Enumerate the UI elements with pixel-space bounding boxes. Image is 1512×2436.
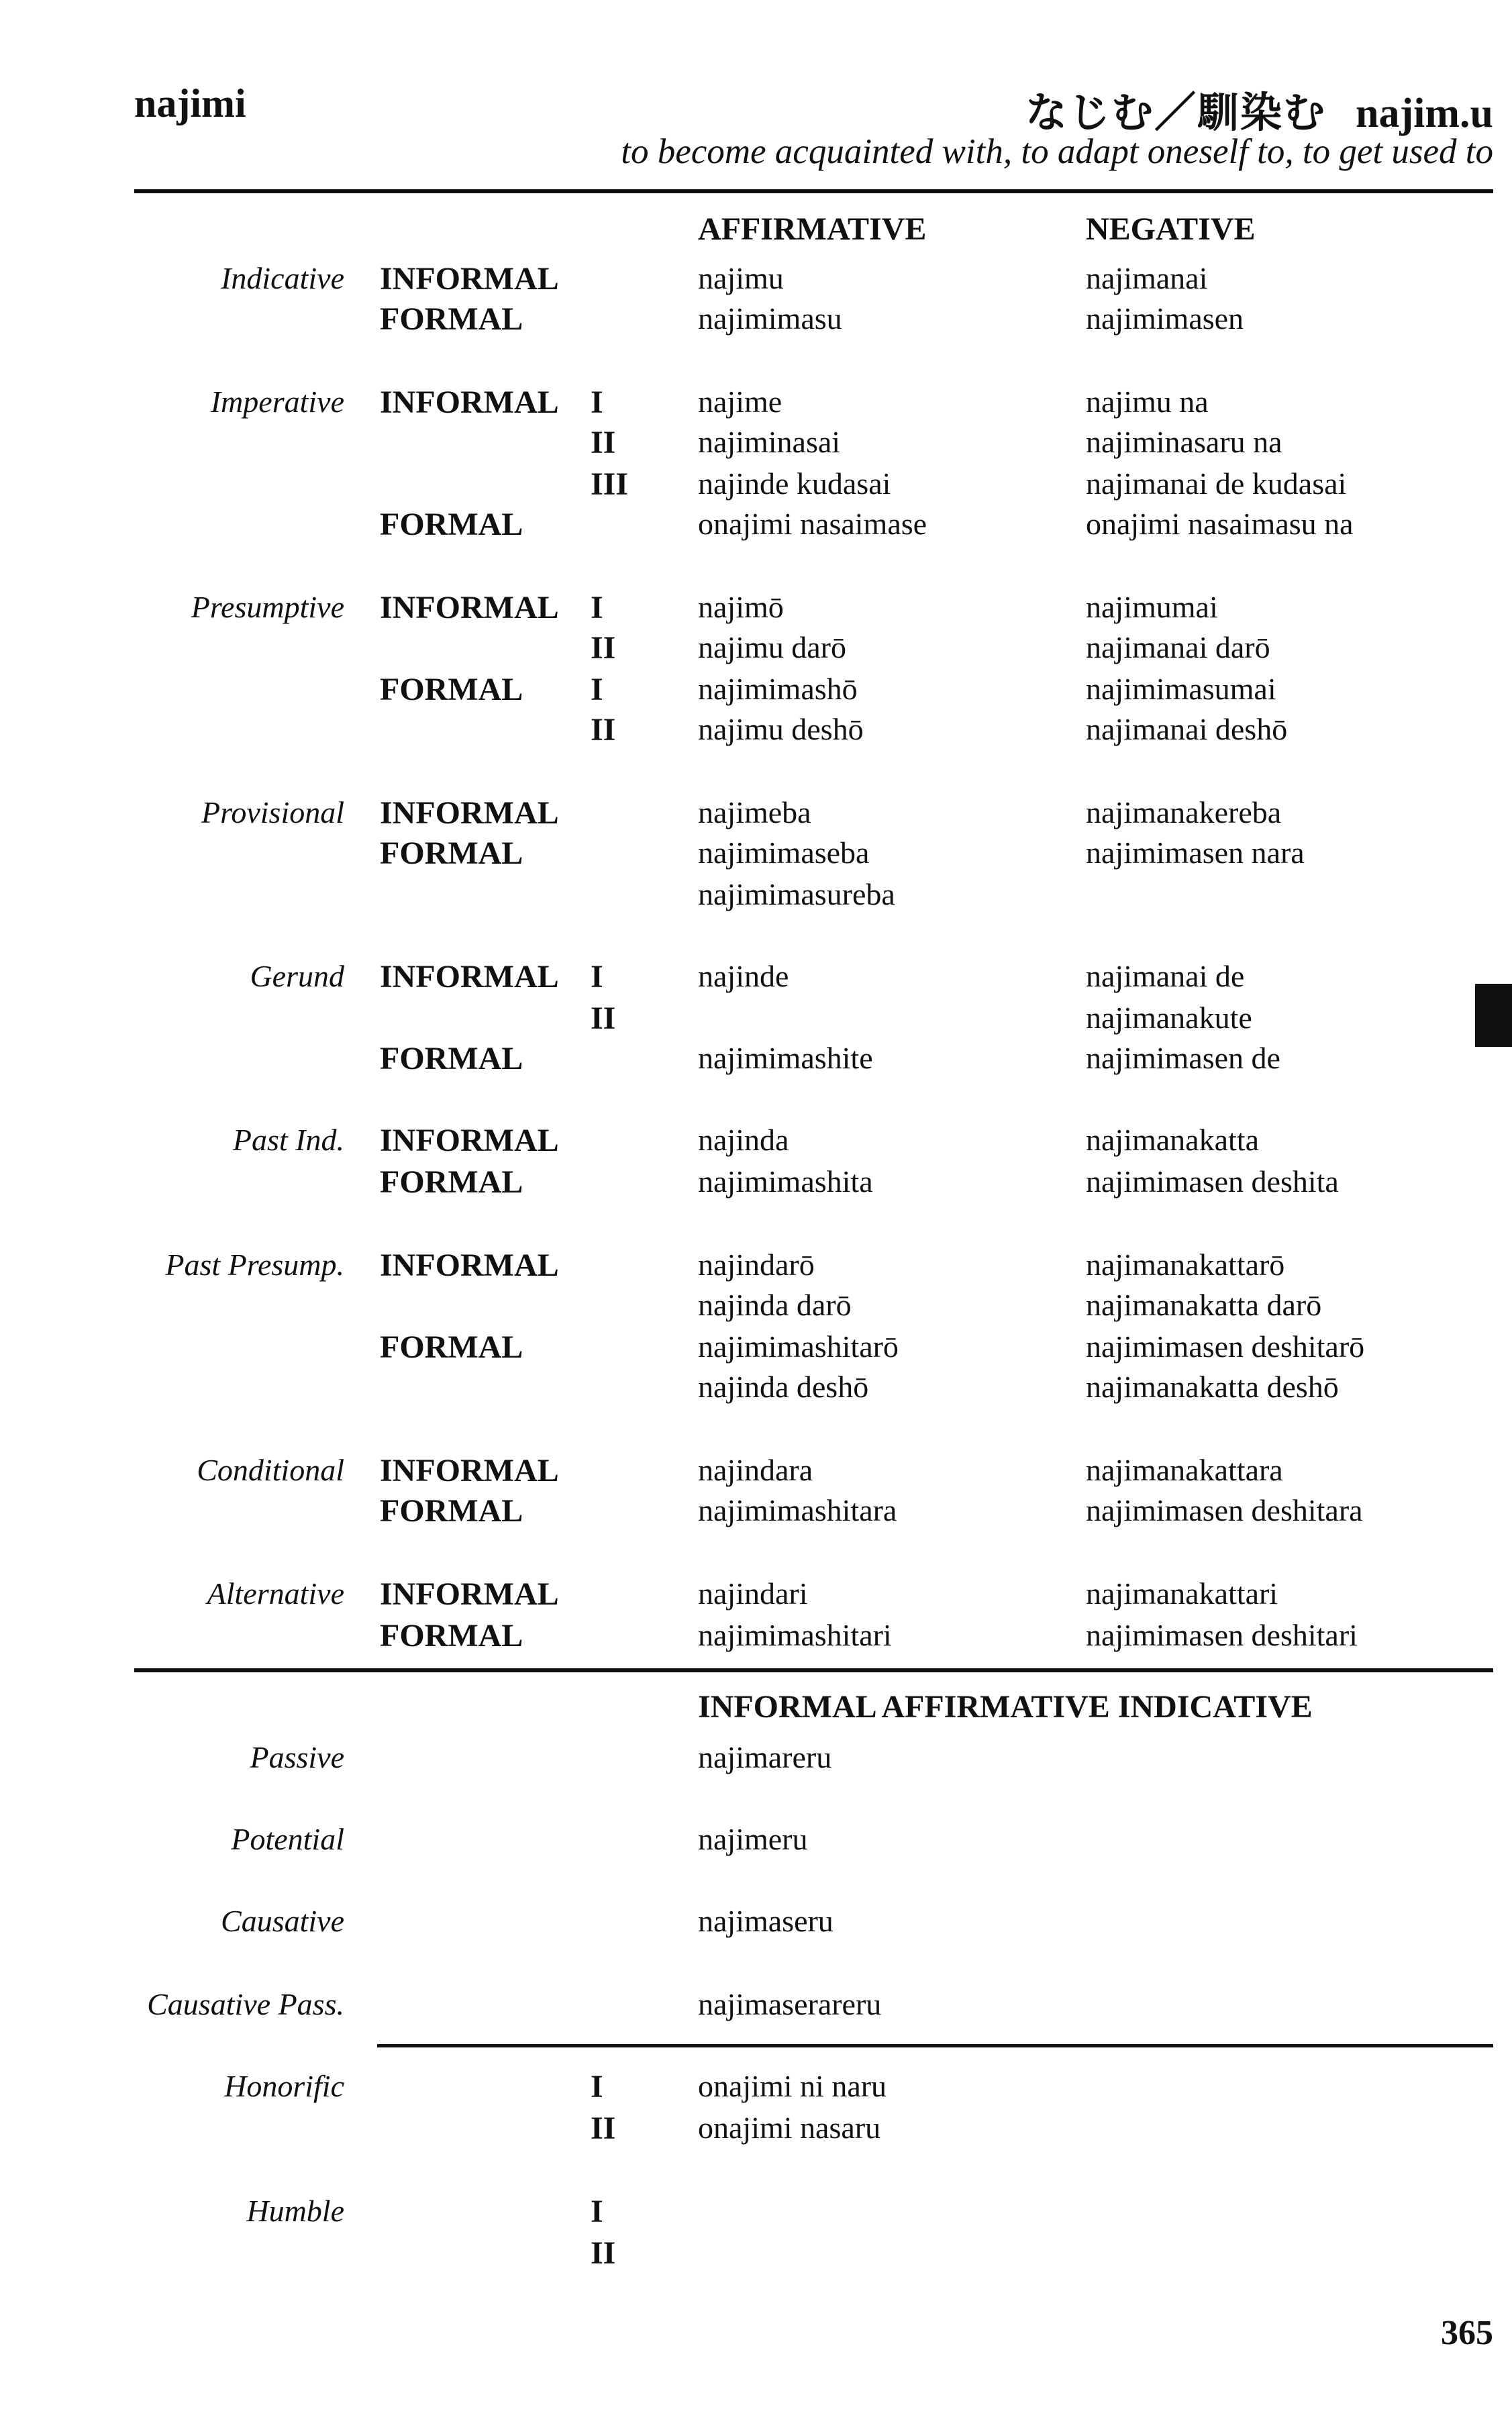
negative-form: najiminasaru na (1086, 425, 1282, 459)
derived-form: najimaserareru (698, 1987, 882, 2021)
negative-form: najimumai (1086, 590, 1218, 624)
derived-label: Causative (221, 1904, 344, 1938)
negative-form: najimanakattara (1086, 1453, 1283, 1487)
affirmative-form: najimimashita (698, 1164, 873, 1199)
row-level: FORMAL (380, 1164, 523, 1200)
lower-rule (377, 2044, 1493, 2047)
row-label: Indicative (221, 261, 344, 295)
affirmative-form: najimō (698, 590, 784, 624)
affirmative-form: najimimashitara (698, 1493, 897, 1527)
negative-form: najimanai de (1086, 959, 1245, 993)
thumb-index-tab (1475, 984, 1512, 1047)
negative-form: najimanakute (1086, 1001, 1252, 1035)
row-level: FORMAL (380, 1618, 523, 1654)
row-roman: II (591, 712, 616, 748)
negative-form: najimimasen nara (1086, 835, 1305, 870)
negative-form: najimimasen deshita (1086, 1164, 1339, 1199)
mid-rule (134, 1668, 1493, 1672)
header-stem: najimi (134, 81, 246, 125)
row-level: FORMAL (380, 1329, 523, 1365)
negative-form: najimanai (1086, 261, 1208, 295)
row-level: INFORMAL (380, 1453, 559, 1488)
row-label: Past Presump. (165, 1248, 344, 1282)
affirmative-form: najimu (698, 261, 784, 295)
row-label: Provisional (201, 795, 344, 829)
derived-label: Causative Pass. (147, 1987, 344, 2021)
row-roman: I (591, 959, 603, 995)
derived-label: Potential (231, 1822, 344, 1856)
row-level: INFORMAL (380, 385, 559, 420)
affirmative-form: najinda (698, 1123, 789, 1157)
negative-form: najimimasen deshitarō (1086, 1329, 1365, 1364)
header-romaji: najim.u (1356, 91, 1493, 136)
row-label: Past Ind. (232, 1123, 344, 1157)
negative-form: najimimasen (1086, 301, 1244, 336)
affirmative-form: najinda deshō (698, 1370, 869, 1404)
header-verb (1025, 79, 1493, 139)
negative-form: najimanakatta deshō (1086, 1370, 1339, 1404)
affirmative-form: najimu deshō (698, 712, 864, 746)
negative-form: najimimasen deshitara (1086, 1493, 1363, 1527)
affirmative-form: najimimaseba (698, 835, 870, 870)
negative-form: najimimasen deshitari (1086, 1618, 1358, 1652)
affirmative-form: najindari (698, 1576, 808, 1611)
derived-roman: II (591, 2111, 616, 2146)
row-label: Alternative (207, 1576, 344, 1611)
negative-form: najimanai darō (1086, 630, 1270, 664)
row-level: INFORMAL (380, 1123, 559, 1158)
affirmative-form: onajimi nasaimase (698, 507, 927, 541)
negative-form: najimanakattarō (1086, 1248, 1285, 1282)
affirmative-form: najimimasureba (698, 877, 895, 911)
affirmative-form: najinde (698, 959, 789, 993)
derived-label: Honorific (224, 2069, 344, 2103)
negative-form: najimanakatta (1086, 1123, 1259, 1157)
row-level: INFORMAL (380, 261, 559, 297)
row-level: INFORMAL (380, 590, 559, 625)
affirmative-form: najinde kudasai (698, 466, 891, 501)
derived-roman: I (591, 2069, 603, 2104)
top-rule (134, 189, 1493, 193)
affirmative-form: najimimasu (698, 301, 842, 336)
row-roman: I (591, 672, 603, 707)
affirmative-form: najiminasai (698, 425, 841, 459)
negative-form: najimanakattari (1086, 1576, 1278, 1611)
row-level: FORMAL (380, 507, 523, 542)
col-negative: NEGATIVE (1086, 211, 1256, 247)
derived-label: Humble (246, 2194, 344, 2228)
negative-form: najimimasumai (1086, 672, 1276, 706)
row-label: Gerund (250, 959, 344, 993)
negative-form: najimanakatta darō (1086, 1288, 1322, 1322)
negative-form: onajimi nasaimasu na (1086, 507, 1354, 541)
affirmative-form: najime (698, 385, 783, 419)
row-roman: II (591, 630, 616, 666)
derived-roman: II (591, 2235, 616, 2271)
affirmative-form: najimu darō (698, 630, 846, 664)
affirmative-form: najimimashitarō (698, 1329, 899, 1364)
affirmative-form: najimimashō (698, 672, 858, 706)
row-level: INFORMAL (380, 1248, 559, 1283)
row-roman: II (591, 1001, 616, 1036)
negative-form: najimanai de kudasai (1086, 466, 1347, 501)
row-level: INFORMAL (380, 1576, 559, 1612)
col-affirmative: AFFIRMATIVE (698, 211, 927, 247)
negative-form: najimanai deshō (1086, 712, 1288, 746)
row-label: Presumptive (191, 590, 344, 624)
row-roman: I (591, 385, 603, 420)
affirmative-form: najimimashitari (698, 1618, 892, 1652)
row-level: FORMAL (380, 1041, 523, 1076)
derived-label: Passive (250, 1740, 344, 1774)
col-informal-affirmative-indicative: INFORMAL AFFIRMATIVE INDICATIVE (698, 1689, 1313, 1725)
page-number: 365 (1441, 2314, 1493, 2352)
derived-form: onajimi nasaru (698, 2111, 881, 2145)
row-level: INFORMAL (380, 795, 559, 831)
row-level: FORMAL (380, 835, 523, 871)
affirmative-form: najimimashite (698, 1041, 873, 1075)
row-level: FORMAL (380, 672, 523, 707)
affirmative-form: najimeba (698, 795, 811, 829)
derived-form: najimaseru (698, 1904, 834, 1938)
derived-roman: I (591, 2194, 603, 2229)
row-level: FORMAL (380, 1493, 523, 1529)
affirmative-form: najindarō (698, 1248, 815, 1282)
row-label: Conditional (197, 1453, 344, 1487)
derived-form: najimeru (698, 1822, 808, 1856)
row-roman: II (591, 425, 616, 460)
row-roman: III (591, 466, 629, 502)
row-label: Imperative (210, 385, 344, 419)
affirmative-form: najinda darō (698, 1288, 852, 1322)
derived-form: onajimi ni naru (698, 2069, 887, 2103)
affirmative-form: najindara (698, 1453, 813, 1487)
row-level: FORMAL (380, 301, 523, 337)
negative-form: najimanakereba (1086, 795, 1282, 829)
derived-form: najimareru (698, 1740, 832, 1774)
negative-form: najimimasen de (1086, 1041, 1280, 1075)
negative-form: najimu na (1086, 385, 1209, 419)
header-kana-kanji: なじむ／馴染む (1025, 88, 1327, 137)
row-level: INFORMAL (380, 959, 559, 995)
header-meaning: to become acquainted with, to adapt oneself to, to get used to (621, 132, 1493, 171)
row-roman: I (591, 590, 603, 625)
